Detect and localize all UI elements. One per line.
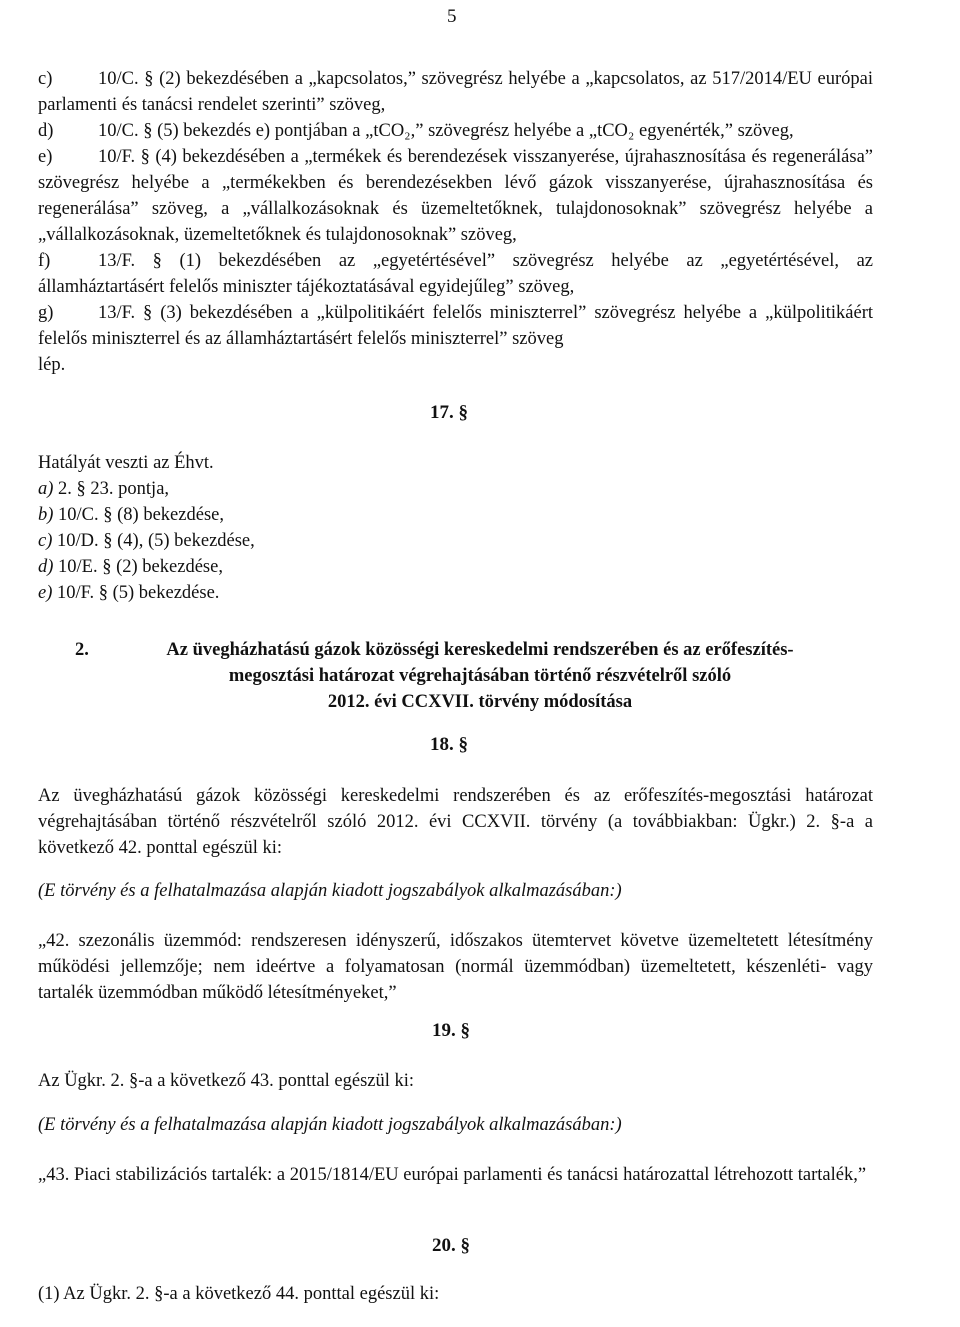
item-label: c) — [38, 531, 53, 551]
amendment-item — [38, 248, 873, 300]
item-text: 10/F. § (5) bekezdése. — [52, 583, 220, 603]
item-text: 10/C. § (8) bekezdése, — [53, 505, 224, 525]
item-label: e) — [38, 583, 53, 603]
item-text: 10/F. § (4) bekezdésében a „termékek és berendezések visszanyerése, újrahasznosítása és regenerálása” szövegrész helyébe a „termékekben és berendezésekben lévő gázok visszanyerése, újrahasznosítása és regenerálása” szöveg, a „vállalkozásoknak és üzemeltetőknek, tulajdonosoknak” szövegrész helyébe a „vállalkozásoknak, üzemeltetőknek és tulajdonosoknak” szöveg, — [38, 147, 873, 245]
item-text: 13/F. § (1) bekezdésében az „egyetértésével” szövegrész helyébe az „egyetértésével, az államháztartásért felelős miniszter tájékoztatásával egyidejűleg” szöveg, — [38, 251, 873, 297]
page-number: 5 — [447, 6, 457, 27]
item-label: b) — [38, 505, 54, 525]
item-label: a) — [38, 479, 54, 499]
section-20-title: 20. § — [432, 1235, 470, 1256]
item-label: c) — [38, 69, 53, 89]
amendment-list — [38, 66, 873, 378]
repeal-item — [38, 502, 873, 528]
section-17-body — [38, 450, 873, 606]
amendment-item — [38, 300, 873, 352]
item-label: f) — [38, 251, 51, 271]
item-label: g) — [38, 303, 54, 323]
section-20-body: (1) Az Ügkr. 2. §-a a következő 44. ponttal egészül ki: — [38, 1284, 440, 1304]
item-label: e) — [38, 147, 53, 167]
repeal-item — [38, 554, 873, 580]
section-18-title: 18. § — [430, 734, 468, 755]
item-text: 10/E. § (2) bekezdése, — [53, 557, 223, 577]
item-text: 2. § 23. pontja, — [53, 479, 170, 499]
amendment-item — [38, 118, 873, 144]
section-19-title: 19. § — [432, 1020, 470, 1041]
section-18-context: (E törvény és a felhatalmazása alapján kiadott jogszabályok alkalmazásában:) — [38, 881, 622, 901]
item-text: 10/D. § (4), (5) bekezdése, — [52, 531, 255, 551]
item-text: 10/C. § (2) bekezdésében a „kapcsolatos,” szövegrész helyébe a „kapcsolatos, az 517/2014/EU európai parlamenti és tanácsi rendelet szerinti” szöveg, — [38, 69, 873, 115]
chapter-title-line: megosztási határozat végrehajtásában történő részvételről szóló — [228, 666, 732, 686]
amendment-closing: lép. — [38, 355, 66, 375]
chapter-title — [130, 637, 830, 715]
chapter-title-line: Az üvegházhatású gázok közösségi kereskedelmi rendszerében és az erőfeszítés- — [166, 640, 794, 660]
section-18-body: Az üvegházhatású gázok közösségi kereskedelmi rendszerében és az erőfeszítés-megosztási határozat végrehajtásában történő részvételről szóló 2012. évi CCXVII. törvény (a továbbiakban: Ügkr.) 2. §-a a következő 42. ponttal egészül ki: — [38, 786, 873, 858]
item-label: d) — [38, 557, 54, 577]
section-17-title: 17. § — [430, 402, 468, 423]
item-label: d) — [38, 121, 54, 141]
repeal-item — [38, 476, 873, 502]
item-text: 10/C. § (5) bekezdés e) pontjában a „tCO₂,” szövegrész helyébe a „tCO₂ egyenérték,” szöveg, — [98, 121, 794, 141]
section-17-intro: Hatályát veszti az Éhvt. — [38, 453, 214, 473]
repeal-item — [38, 528, 873, 554]
section-19-body: Az Ügkr. 2. §-a a következő 43. ponttal egészül ki: — [38, 1071, 415, 1091]
section-19-context: (E törvény és a felhatalmazása alapján kiadott jogszabályok alkalmazásában:) — [38, 1115, 622, 1135]
chapter-heading — [38, 637, 878, 715]
repeal-item — [38, 580, 873, 606]
amendment-item — [38, 66, 873, 118]
chapter-title-line: 2012. évi CCXVII. törvény módosítása — [327, 692, 633, 712]
chapter-number: 2. — [75, 640, 89, 660]
item-text: 13/F. § (3) bekezdésében a „külpolitikáért felelős miniszterrel” szövegrész helyébe a „külpolitikáért felelős miniszterrel és az államháztartásért felelős miniszterrel” szöveg — [38, 303, 873, 349]
section-19-point: „43. Piaci stabilizációs tartalék: a 2015/1814/EU európai parlamenti és tanácsi határozattal létrehozott tartalék,” — [38, 1165, 867, 1185]
amendment-item — [38, 144, 873, 248]
section-18-point: „42. szezonális üzemmód: rendszeresen idényszerű, időszakos ütemtervet követve üzemeltetett létesítmény működési jellemzője; nem ideértve a folyamatosan (normál üzemmódban) üzemeltetett, készenléti- vagy tartalék üzemmódban működő létesítményeket,” — [38, 931, 873, 1003]
